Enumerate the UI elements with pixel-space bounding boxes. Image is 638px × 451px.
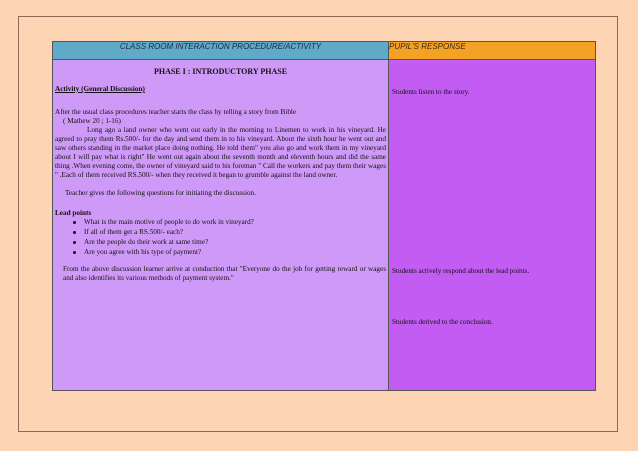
header-response: PUPIL'S RESPONSE [389,42,596,60]
procedure-cell [53,60,389,391]
response-listen: Students listen to the story. [392,88,470,96]
response-lead-points: Students actively respond about the lead points. [392,267,530,275]
teacher-line: Teacher gives the following questions for initiating the discussion. [65,189,256,197]
bible-reference: ( Mathew 20 ; 1-16) [63,117,121,125]
content-row [53,60,596,391]
activity-title: Activity (General Discussion) [55,85,145,93]
story-text: Long ago a land owner who went out early in the morning to Linemen to work in his vineyard. He agreed to pray them Rs.500/- for the day and send them in to his vineyard. About the sixth hour he went out and saw others standing in the market place doing nothing. He told them" you also go and work them in my vineyard about I will pay what is right" He went out again about the seventh month and eleventh hours and did the same thing .When evening come, the owner of vineyard said to his foreman " Call the workers and pay them their wages " .Each of them received RS.500/- when they received it began to grumble against the land owner. [55,126,386,179]
intro-text: After the usual class procedures teacher starts the class by telling a story from Bible [55,108,297,116]
lead-points-title: Lead points [55,209,92,217]
lead-point: What is the main motive of people to do work in vineyard? [84,218,386,227]
header-procedure: CLASS ROOM INTERACTION PROCEDURE/ACTIVITY [53,42,389,60]
header-row [53,42,596,60]
lead-point: If all of them get a RS.500/- each? [84,228,386,237]
lead-points-list [55,218,386,257]
phase-title: PHASE I : INTRODUCTORY PHASE [153,67,288,76]
response-conclusion: Students derived to the conclusion. [392,318,493,326]
procedure-table [52,41,596,391]
response-cell [389,60,596,391]
conclusion-text: From the above discussion learner arrive at conduction that "Everyone do the job for getting reward or wages and also identifies its various methods of payment system." [63,265,386,282]
lead-point: Are the people do their work at same time? [84,238,386,247]
lead-point: Are you agree with his type of payment? [84,248,386,257]
